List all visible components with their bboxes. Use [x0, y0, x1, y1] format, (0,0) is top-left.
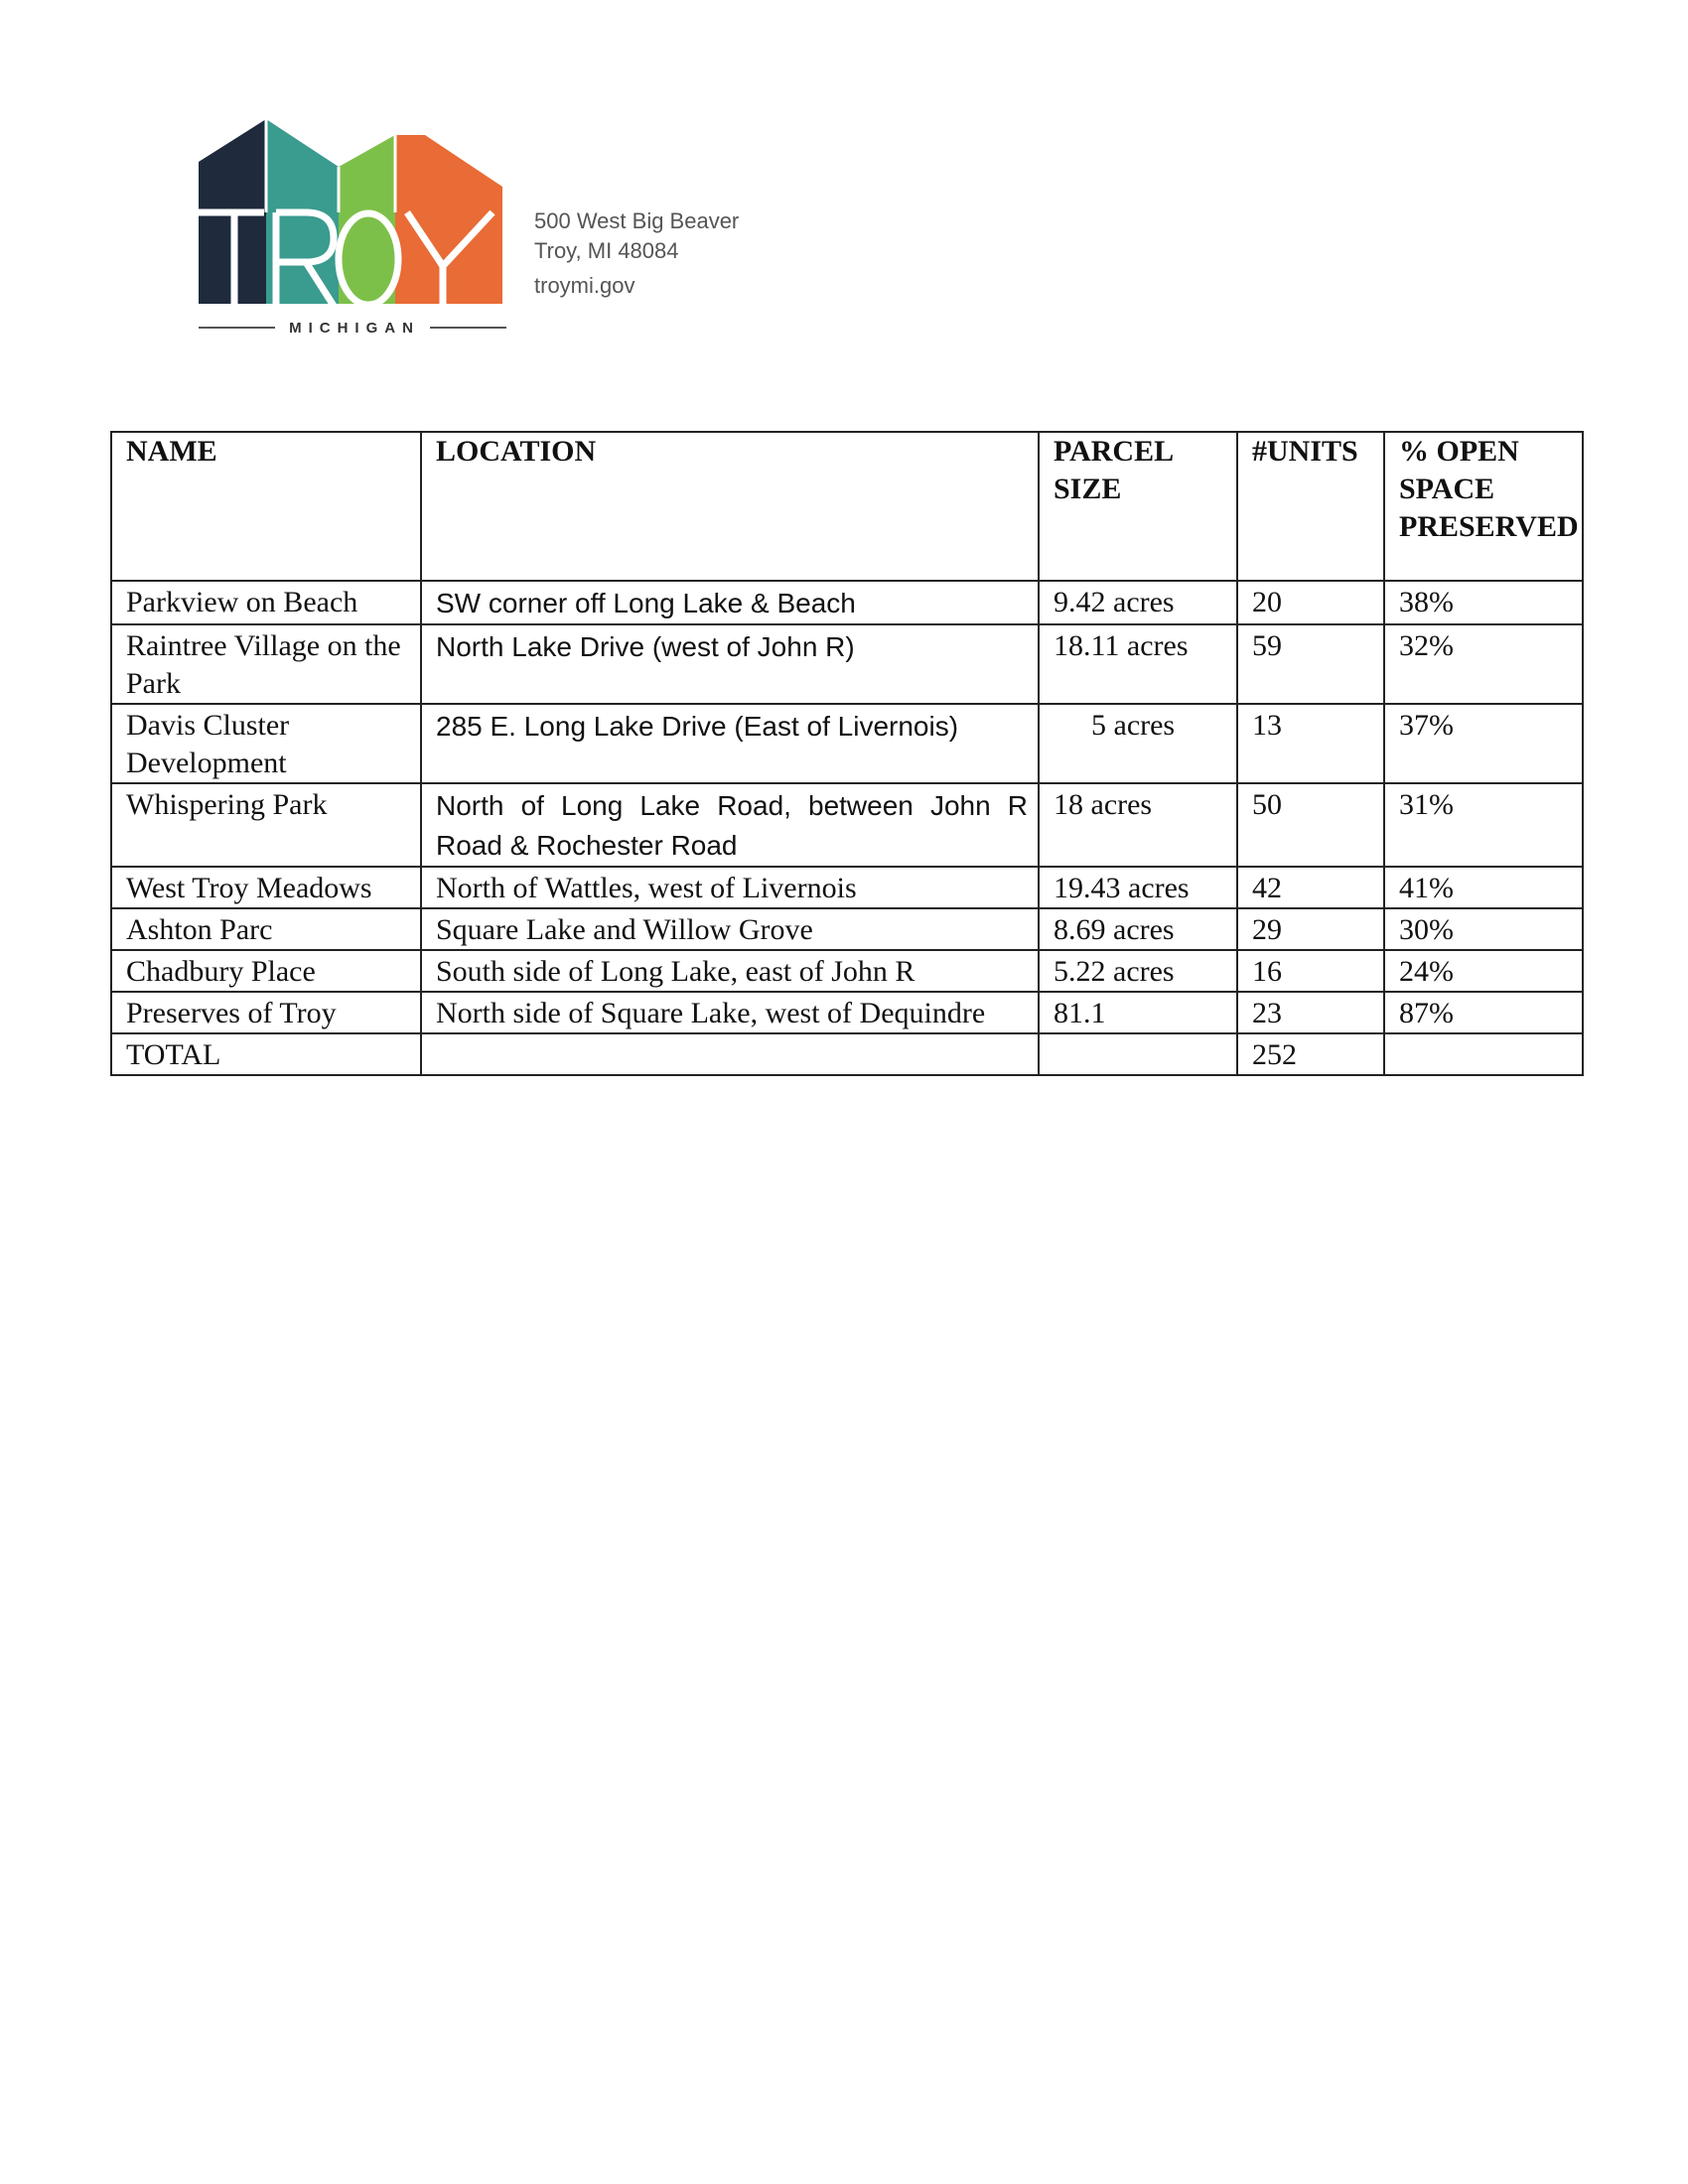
table-row	[111, 624, 1583, 704]
address-line-2: Troy, MI 48084	[534, 238, 679, 263]
header-parcel-size: PARCEL SIZE	[1039, 432, 1237, 581]
cell-units: 42	[1237, 867, 1384, 908]
cell-open-space: 30%	[1384, 908, 1583, 950]
cell-name: Chadbury Place	[111, 950, 421, 992]
cell-parcel-size: 81.1	[1039, 992, 1237, 1033]
cell-location: SW corner off Long Lake & Beach	[421, 581, 1039, 624]
logo-rule-left	[199, 327, 275, 329]
cell-total-units: 252	[1237, 1033, 1384, 1075]
cell-total-location	[421, 1033, 1039, 1075]
header-location: LOCATION	[421, 432, 1039, 581]
cell-open-space: 24%	[1384, 950, 1583, 992]
table-row	[111, 908, 1583, 950]
cell-open-space: 31%	[1384, 783, 1583, 867]
cell-location: North of Long Lake Road, between John R Road & Rochester Road	[421, 783, 1039, 867]
cell-units: 16	[1237, 950, 1384, 992]
cell-units: 20	[1237, 581, 1384, 624]
cell-location: Square Lake and Willow Grove	[421, 908, 1039, 950]
cell-name: West Troy Meadows	[111, 867, 421, 908]
address-block	[534, 206, 739, 301]
cell-location: North side of Square Lake, west of Dequindre	[421, 992, 1039, 1033]
cell-name: Preserves of Troy	[111, 992, 421, 1033]
cell-open-space: 32%	[1384, 624, 1583, 704]
cell-total-label: TOTAL	[111, 1033, 421, 1075]
table-row	[111, 992, 1583, 1033]
cell-location: North Lake Drive (west of John R)	[421, 624, 1039, 704]
cell-units: 29	[1237, 908, 1384, 950]
cell-location: South side of Long Lake, east of John R	[421, 950, 1039, 992]
cell-parcel-size: 18 acres	[1039, 783, 1237, 867]
cell-name: Raintree Village on the Park	[111, 624, 421, 704]
cell-name: Parkview on Beach	[111, 581, 421, 624]
cell-units: 13	[1237, 704, 1384, 783]
table-row	[111, 867, 1583, 908]
header-name: NAME	[111, 432, 421, 581]
cell-name: Ashton Parc	[111, 908, 421, 950]
cell-location: North of Wattles, west of Livernois	[421, 867, 1039, 908]
logo-rule-right	[430, 327, 506, 329]
cell-parcel-size: 18.11 acres	[1039, 624, 1237, 704]
table-row	[111, 704, 1583, 783]
cell-total-open-space	[1384, 1033, 1583, 1075]
cell-parcel-size: 19.43 acres	[1039, 867, 1237, 908]
developments-table	[110, 431, 1584, 1076]
cell-open-space: 87%	[1384, 992, 1583, 1033]
table-total-row	[111, 1033, 1583, 1075]
logo-state-line	[199, 316, 506, 340]
cell-units: 59	[1237, 624, 1384, 704]
troy-logo-icon	[195, 117, 522, 316]
table-row	[111, 581, 1583, 624]
cell-location: 285 E. Long Lake Drive (East of Livernois)	[421, 704, 1039, 783]
header-open-space: % OPEN SPACE PRESERVED	[1384, 432, 1583, 581]
table-header-row	[111, 432, 1583, 581]
cell-name: Whispering Park	[111, 783, 421, 867]
cell-open-space: 37%	[1384, 704, 1583, 783]
cell-parcel-size: 5 acres	[1039, 704, 1237, 783]
cell-total-parcel-size	[1039, 1033, 1237, 1075]
website-link[interactable]: troymi.gov	[534, 273, 635, 298]
cell-units: 50	[1237, 783, 1384, 867]
cell-open-space: 38%	[1384, 581, 1583, 624]
table-row	[111, 950, 1583, 992]
cell-name: Davis Cluster Development	[111, 704, 421, 783]
cell-parcel-size: 5.22 acres	[1039, 950, 1237, 992]
developments-table-wrapper	[110, 431, 1582, 1076]
cell-parcel-size: 9.42 acres	[1039, 581, 1237, 624]
troy-logo	[195, 117, 522, 336]
logo-state-word: MICHIGAN	[289, 319, 420, 337]
cell-units: 23	[1237, 992, 1384, 1033]
table-row	[111, 783, 1583, 867]
cell-open-space: 41%	[1384, 867, 1583, 908]
address-line-1: 500 West Big Beaver	[534, 208, 740, 233]
cell-parcel-size: 8.69 acres	[1039, 908, 1237, 950]
header-units: #UNITS	[1237, 432, 1384, 581]
